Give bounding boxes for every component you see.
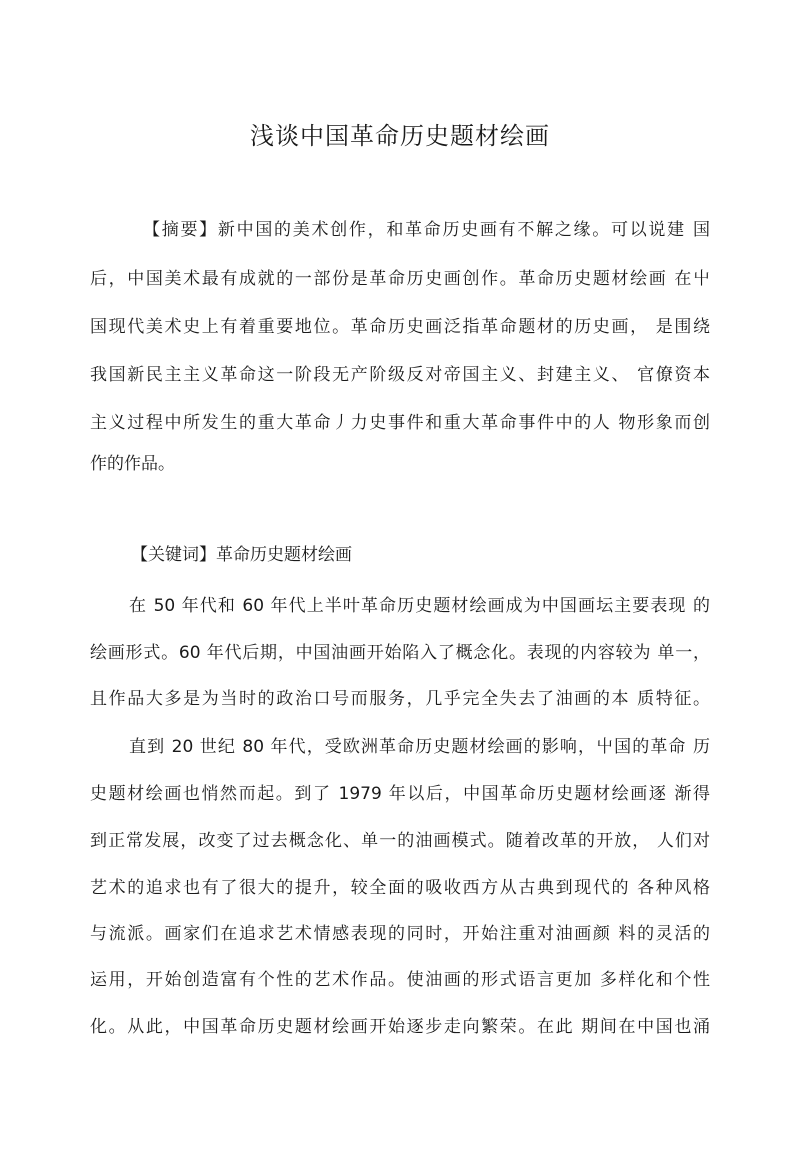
document-title: 浅谈中国革命历史题材绘画 <box>250 122 550 150</box>
abstract-line: 我国新民主主义革命这一阶段无产阶级反对帝国主义、封建主义、 官僚资本 <box>90 365 710 385</box>
abstract-line: 国现代美术史上有着重要地位。革命历史画泛指革命题材的历史画， 是围绕 <box>90 317 710 337</box>
paragraph-line: 史题材绘画也悄然而起。到了 1979 年以后，中国革命历史题材绘画逐 渐得 <box>90 784 710 804</box>
paragraph-line: 化。从此，中国革命历史题材绘画开始逐步走向繁荣。在此 期间在中国也涌 <box>90 1017 710 1037</box>
paragraph-line: 艺术的追求也有了很大的提升，较全面的吸收西方从古典到现代的 各种风格 <box>90 878 710 898</box>
paragraph-line: 到正常发展，改变了过去概念化、单一的油画模式。随着改革的开放， 人们对 <box>90 831 710 851</box>
paragraph-line: 绘画形式。60 年代后期，中国油画开始陷入了概念化。表现的内容较为 单一， <box>90 643 710 663</box>
abstract-line: 【摘要】新中国的美术创作，和革命历史画有不解之缘。可以说建 国 <box>143 220 710 240</box>
paragraph-line: 在 50 年代和 60 年代上半叶革命历史题材绘画成为中国画坛主要表现 的 <box>129 596 710 616</box>
abstract-line: 作的作品。 <box>90 454 175 474</box>
keywords-line: 【关键词】革命历史题材绘画 <box>131 545 352 565</box>
paragraph-line: 直到 20 世纪 80 年代，受欧洲革命历史题材绘画的影响，屮国的革命 历 <box>129 737 710 757</box>
paragraph-line: 与流派。画家们在追求艺术情感表现的同时，开始注重对油画颜 料的灵活的 <box>90 924 710 944</box>
abstract-line: 主义过程中所发生的重大革命丿力史事件和重大革命事件中的人 物形象而创 <box>90 413 710 433</box>
abstract-line: 后，中国美术最有成就的一部份是革命历史画创作。革命历史题材绘画 在屮 <box>90 269 710 289</box>
paragraph-line: 运用，开始创造富有个性的艺术作品。使油画的形式语言更加 多样化和个性 <box>90 970 710 990</box>
paragraph-line: 且作品大多是为当时的政治口号而服务，几乎完全失去了油画的本 质特征。 <box>90 689 710 709</box>
